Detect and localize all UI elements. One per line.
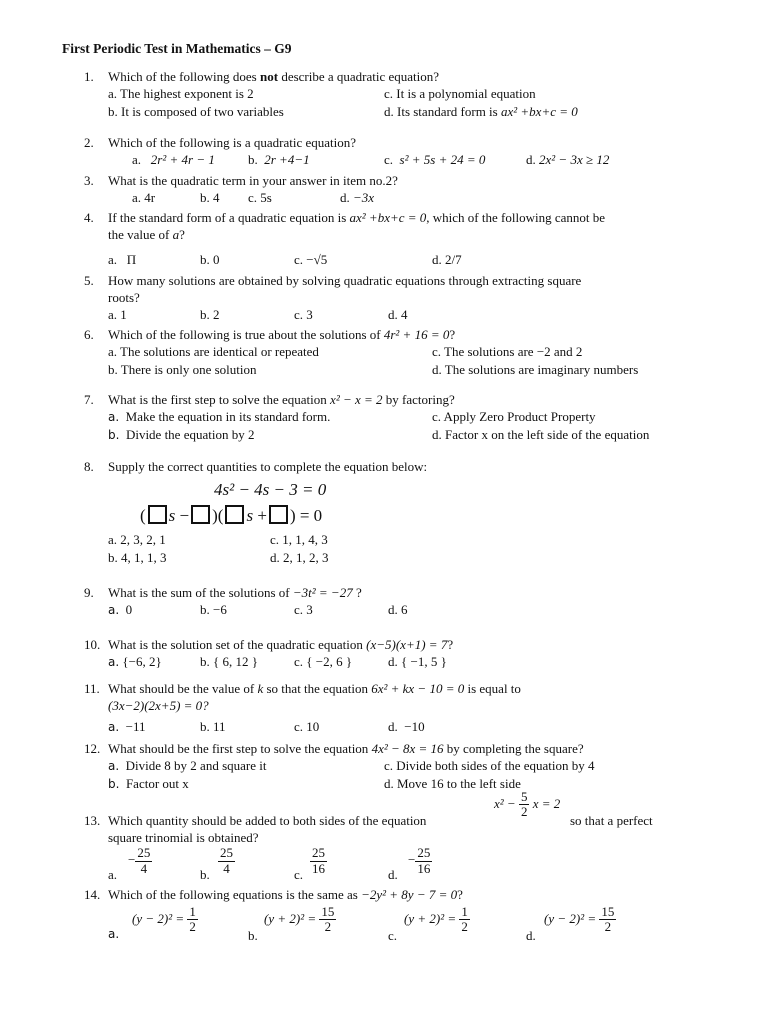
choice-d: d. The solutions are imaginary numbers — [432, 362, 639, 378]
choice-a: a. Divide 8 by 2 and square it — [108, 758, 267, 774]
question-number: 11. — [84, 681, 100, 696]
choice-b: b. It is composed of two variables — [108, 104, 284, 120]
question-7 — [84, 391, 724, 444]
question-text-line2: square trinomial is obtained? — [108, 830, 259, 846]
choice-c: c. It is a polynomial equation — [384, 86, 536, 102]
choice-d: (y − 2)² = $\frac{15}{2}$ — [544, 904, 615, 935]
equation: 4s² − 4s − 3 = 0 — [214, 480, 327, 500]
choice-a: a. Π — [108, 252, 137, 268]
page-title: First Periodic Test in Mathematics – G9 — [62, 41, 292, 56]
choice-d: − $\frac{25}{16}$ — [408, 845, 431, 876]
choice-b: b. −6 — [200, 602, 227, 618]
choice-a: (y − 2)² = $\frac{1}{2}$ — [132, 904, 196, 935]
choice-b: b. Divide the equation by 2 — [108, 427, 255, 443]
blank-box-1[interactable] — [148, 505, 167, 524]
choice-d: d. 2x² − 3x ≥ 12 — [526, 152, 610, 168]
choice-d: d. −10 — [388, 719, 425, 735]
question-1 — [84, 68, 724, 121]
question-number: 10. — [84, 637, 101, 652]
choice-d: d. Move 16 to the left side — [384, 776, 521, 792]
question-text-line2: roots? — [108, 290, 140, 306]
choice-b: b. 2r +4−1 — [248, 152, 310, 168]
question-number: 8. — [84, 459, 94, 474]
choice-a: a. −11 — [108, 719, 146, 735]
choice-b: b. 4, 1, 1, 3 — [108, 550, 167, 566]
choice-c: $\frac{25}{16}$ — [312, 845, 325, 876]
question-number: 12. — [84, 741, 101, 756]
question-number: 13. — [84, 813, 101, 828]
choice-c: c. The solutions are −2 and 2 — [432, 344, 583, 360]
choice-c: c. Divide both sides of the equation by 4 — [384, 758, 595, 774]
choice-a-label: a. — [108, 867, 118, 883]
question-number: 3. — [84, 173, 94, 188]
question-3 — [84, 172, 724, 207]
choice-c: c. s² + 5s + 24 = 0 — [384, 152, 486, 168]
choice-b: b. { 6, 12 } — [200, 654, 258, 670]
choice-c: c. 3 — [294, 602, 313, 618]
question-number: 5. — [84, 273, 94, 288]
question-9 — [84, 584, 724, 619]
choice-a: a. The highest exponent is 2 — [108, 86, 254, 102]
question-equation: x² − $\frac{5}{2}$ x = 2 — [494, 789, 561, 820]
question-4 — [84, 209, 724, 269]
choice-c: c. 1, 1, 4, 3 — [270, 532, 328, 548]
question-number: 7. — [84, 392, 94, 407]
choice-c: c. Apply Zero Product Property — [432, 409, 596, 425]
choice-c: c. { −2, 6 } — [294, 654, 353, 670]
blank-box-3[interactable] — [225, 505, 244, 524]
question-text: What is the quadratic term in your answer in item no.2? — [108, 173, 398, 188]
choice-d: d. Factor x on the left side of the equation — [432, 427, 650, 443]
choice-a: − $\frac{25}{4}$ — [128, 845, 151, 876]
question-number: 14. — [84, 887, 101, 902]
question-text: What should be the value of k so that the equation 6x² + kx − 10 = 0 is equal to — [108, 681, 521, 696]
question-text: What is the first step to solve the equation x² − x = 2 by factoring? — [108, 392, 455, 407]
question-text: How many solutions are obtained by solving quadratic equations through extracting square — [108, 273, 582, 288]
choice-d-label: d. — [526, 928, 536, 944]
question-6 — [84, 326, 724, 379]
question-number: 2. — [84, 135, 94, 150]
question-12 — [84, 740, 724, 793]
choice-b-label: b. — [200, 867, 210, 883]
question-text: Which of the following equations is the same as −2y² + 8y − 7 = 0? — [108, 887, 463, 902]
choice-d-label: d. — [388, 867, 398, 883]
choice-b: b. 11 — [200, 719, 226, 735]
choice-b-label: b. — [248, 928, 258, 944]
question-number: 6. — [84, 327, 94, 342]
question-number: 1. — [84, 69, 94, 84]
choices — [108, 846, 724, 884]
equation-figure — [84, 475, 724, 531]
question-text: What is the solution set of the quadratic equation (x−5)(x+1) = 7? — [108, 637, 454, 652]
choice-a: a. 4r — [132, 190, 156, 206]
question-text-tail: so that a perfect — [570, 813, 653, 828]
question-text: Which of the following is a quadratic equation? — [108, 135, 357, 150]
choice-d: d. { −1, 5 } — [388, 654, 447, 670]
choice-b: (y + 2)² = $\frac{15}{2}$ — [264, 904, 335, 935]
question-text: What should be the first step to solve the equation 4x² − 8x = 16 by completing the square? — [108, 741, 584, 756]
choice-d: d. 4 — [388, 307, 408, 323]
choice-c: c. 3 — [294, 307, 313, 323]
choice-d: d. 2, 1, 2, 3 — [270, 550, 329, 566]
question-11 — [84, 680, 724, 736]
choice-b: b. 0 — [200, 252, 220, 268]
choice-a: a. 2r² + 4r − 1 — [132, 152, 215, 168]
question-text: If the standard form of a quadratic equation is ax² +bx+c = 0, which of the following cannot be — [108, 210, 605, 225]
choice-b: $\frac{25}{4}$ — [220, 845, 233, 876]
choice-c: (y + 2)² = $\frac{1}{2}$ — [404, 904, 468, 935]
choice-a: a. 1 — [108, 307, 127, 323]
question-number: 9. — [84, 585, 94, 600]
choice-a-label: a. — [108, 927, 120, 942]
blank-box-2[interactable] — [191, 505, 210, 524]
choice-b: b. Factor out x — [108, 776, 189, 792]
choice-c: c. −√5 — [294, 252, 328, 268]
choice-d: d. Its standard form is ax² +bx+c = 0 — [384, 104, 578, 120]
blank-equation: ( s − )( s + ) = 0 — [140, 506, 323, 526]
question-text-line2: (3x−2)(2x+5) = 0? — [108, 698, 209, 714]
choice-b: b. 4 — [200, 190, 220, 206]
choice-d: d. 2/7 — [432, 252, 462, 268]
question-text: Which of the following does not describe a quadratic equation? — [108, 69, 440, 84]
question-text: What is the sum of the solutions of −3t² = −27 ? — [108, 585, 362, 600]
choice-a: a. 2, 3, 2, 1 — [108, 532, 166, 548]
choice-d: d. −3x — [340, 190, 375, 206]
question-number: 4. — [84, 210, 94, 225]
question-text: Which of the following is true about the solutions of 4r² + 16 = 0? — [108, 327, 456, 342]
choice-c: c. 5s — [248, 190, 272, 206]
choice-b: b. There is only one solution — [108, 362, 257, 378]
question-8 — [84, 458, 724, 567]
choice-a: a. The solutions are identical or repeated — [108, 344, 319, 360]
choice-c-label: c. — [388, 928, 398, 944]
choice-d: d. 6 — [388, 602, 408, 618]
question-10 — [84, 636, 724, 671]
question-text: Which quantity should be added to both sides of the equation — [108, 813, 427, 828]
question-13 — [84, 789, 724, 884]
choice-a: a. Make the equation in its standard form. — [108, 409, 331, 425]
choice-c-label: c. — [294, 867, 304, 883]
choice-c: c. 10 — [294, 719, 320, 735]
choice-a: a. {−6, 2} — [108, 654, 162, 670]
question-text: Supply the correct quantities to complete the equation below: — [108, 459, 428, 474]
choices — [108, 903, 724, 945]
choice-b: b. 2 — [200, 307, 220, 323]
blank-box-4[interactable] — [269, 505, 288, 524]
question-5 — [84, 272, 724, 324]
question-2 — [84, 134, 724, 169]
question-text-line2: the value of a? — [108, 227, 185, 243]
choice-a: a. 0 — [108, 602, 133, 618]
question-14 — [84, 886, 724, 945]
